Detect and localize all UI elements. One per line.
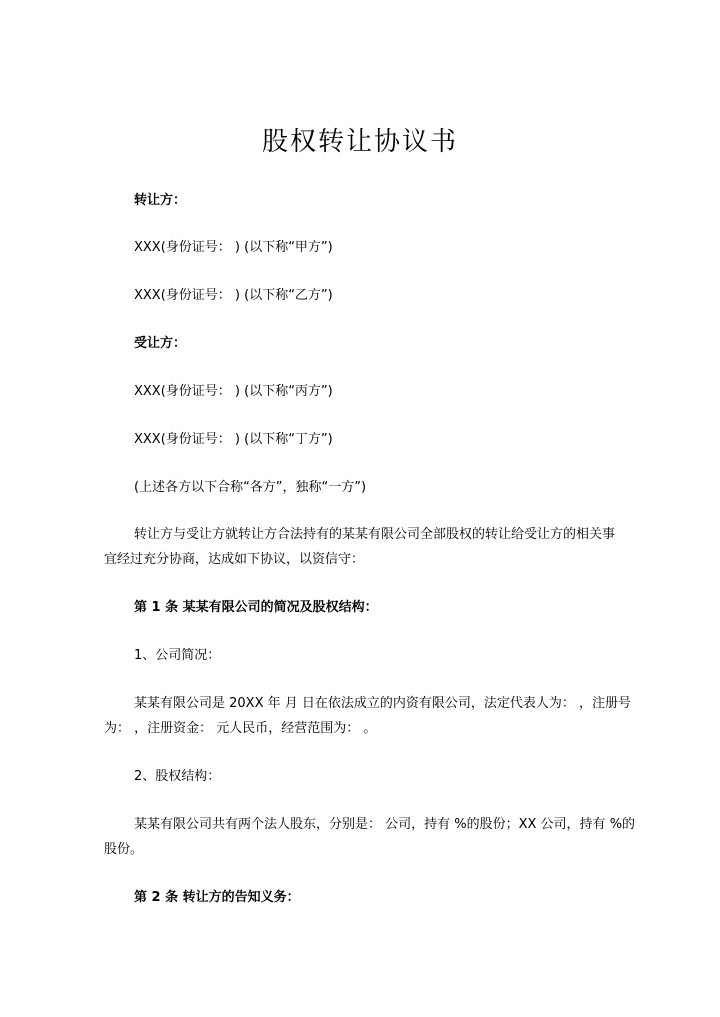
shareholder-paragraph-line2: 股份。: [104, 842, 144, 857]
intro-paragraph-line1: 转让方与受让方就转让方合法持有的某某有限公司全部股权的转让给受让方的相关事: [134, 527, 616, 542]
article-1-heading: 第 1 条 某某有限公司的简况及股权结构：: [134, 600, 378, 615]
intro-paragraph-line2: 宜经过充分协商，达成如下协议，以资信守：: [104, 552, 365, 567]
article-2-heading: 第 2 条 转让方的告知义务：: [134, 890, 300, 905]
shareholder-paragraph-line1: 某某有限公司共有两个法人股东，分别是： 公司，持有 %的股份；XX 公司，持有 %的: [134, 817, 636, 832]
transferee-heading: 受让方：: [134, 336, 187, 351]
collective-note: (上述各方以下合称“各方”，独称“一方”): [134, 480, 367, 495]
party-b-line: XXX(身份证号： ) (以下称“乙方”): [134, 288, 333, 303]
company-paragraph-line1: 某某有限公司是 20XX 年 月 日在依法成立的内资有限公司，法定代表人为： ，注册号: [134, 696, 632, 711]
section-2-label: 2、股权结构：: [134, 769, 221, 784]
transferor-heading: 转让方：: [134, 193, 187, 208]
section-1-label: 1、公司简况：: [134, 648, 221, 663]
document-title: 股权转让协议书: [261, 127, 458, 157]
party-a-line: XXX(身份证号： ) (以下称“甲方”): [134, 240, 333, 255]
company-paragraph-line2: 为： ，注册资金： 元人民币，经营范围为： 。: [104, 721, 377, 736]
party-c-line: XXX(身份证号： ) (以下称“丙方”): [134, 384, 333, 399]
party-d-line: XXX(身份证号： ) (以下称“丁方”): [134, 432, 333, 447]
